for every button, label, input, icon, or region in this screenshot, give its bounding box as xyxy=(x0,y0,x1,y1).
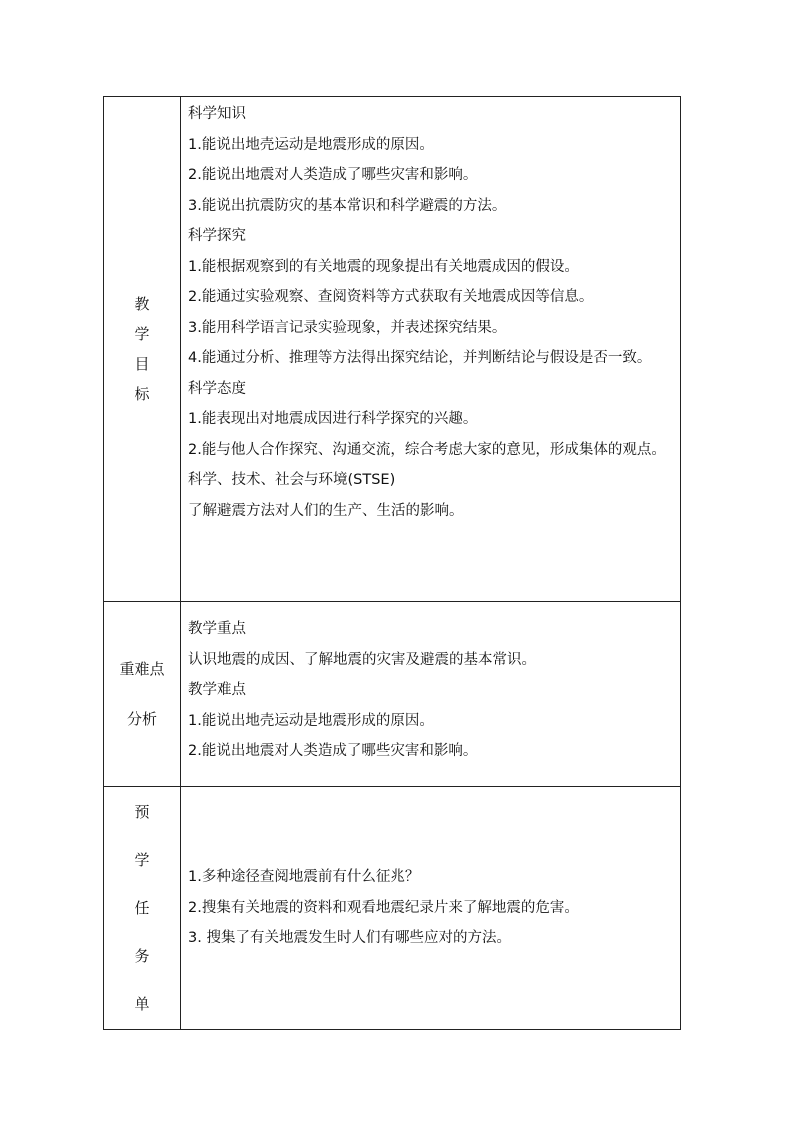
lesson-plan-table xyxy=(103,96,681,1030)
objective-item: 2.能说出地震对人类造成了哪些灾害和影响。 xyxy=(188,167,478,183)
preview-task-item: 2.搜集有关地震的资料和观看地震纪录片来了解地震的危害。 xyxy=(188,899,579,916)
focus-heading: 教学重点 xyxy=(188,621,246,637)
section-heading: 科学、技术、社会与环境(STSE) xyxy=(188,472,396,488)
preview-tasks-content-cell xyxy=(181,787,681,1030)
preview-label-char: 务 xyxy=(134,947,150,965)
preview-label-char: 预 xyxy=(134,803,150,821)
objectives-label-char: 学 xyxy=(134,325,150,343)
preview-label-char: 学 xyxy=(134,851,150,869)
difficulty-item: 1.能说出地壳运动是地震形成的原因。 xyxy=(188,712,434,729)
objective-item: 1.能根据观察到的有关地震的现象提出有关地震成因的假设。 xyxy=(188,258,579,275)
objectives-label-char: 教 xyxy=(134,295,150,313)
objective-item: 2.能通过实验观察、查阅资料等方式获取有关地震成因等信息。 xyxy=(188,289,594,305)
section-heading: 科学知识 xyxy=(188,106,246,122)
objective-item: 3.能说出抗震防灾的基本常识和科学避震的方法。 xyxy=(188,197,507,214)
preview-tasks-row xyxy=(104,787,681,1030)
objectives-row xyxy=(104,97,681,602)
difficulty-item: 2.能说出地震对人类造成了哪些灾害和影响。 xyxy=(188,743,478,759)
preview-label-char: 任 xyxy=(134,899,150,917)
preview-task-item: 1.多种途径查阅地震前有什么征兆？ xyxy=(188,869,420,886)
section-heading: 科学态度 xyxy=(188,380,246,397)
objective-item: 了解避震方法对人们的生产、生活的影响。 xyxy=(188,502,464,519)
objective-item: 4.能通过分析、推理等方法得出探究结论，并判断结论与假设是否一致。 xyxy=(188,350,652,366)
key-points-label-cell xyxy=(104,602,181,787)
key-points-label-line: 分析 xyxy=(126,710,157,728)
objective-item: 2.能与他人合作探究、沟通交流，综合考虑大家的意见，形成集体的观点。 xyxy=(188,441,666,458)
objectives-label-cell xyxy=(104,97,181,602)
preview-task-item: 3. 搜集了有关地震发生时人们有哪些应对的方法。 xyxy=(188,930,511,947)
section-heading: 科学探究 xyxy=(188,228,246,244)
focus-text: 认识地震的成因、了解地震的灾害及避震的基本常识。 xyxy=(188,651,536,668)
objectives-content-cell xyxy=(181,97,681,602)
preview-tasks-label-cell xyxy=(104,787,181,1030)
difficulty-heading: 教学难点 xyxy=(188,682,246,698)
objectives-label-char: 标 xyxy=(134,385,150,403)
key-points-label-line: 重难点 xyxy=(119,660,165,678)
objectives-label-char: 目 xyxy=(134,355,150,373)
preview-label-char: 单 xyxy=(134,995,150,1013)
key-points-row xyxy=(104,602,681,787)
objective-item: 1.能说出地壳运动是地震形成的原因。 xyxy=(188,136,434,153)
key-points-content-cell xyxy=(181,602,681,787)
objective-item: 1.能表现出对地震成因进行科学探究的兴趣。 xyxy=(188,411,478,427)
objective-item: 3.能用科学语言记录实验现象，并表述探究结果。 xyxy=(188,319,507,336)
